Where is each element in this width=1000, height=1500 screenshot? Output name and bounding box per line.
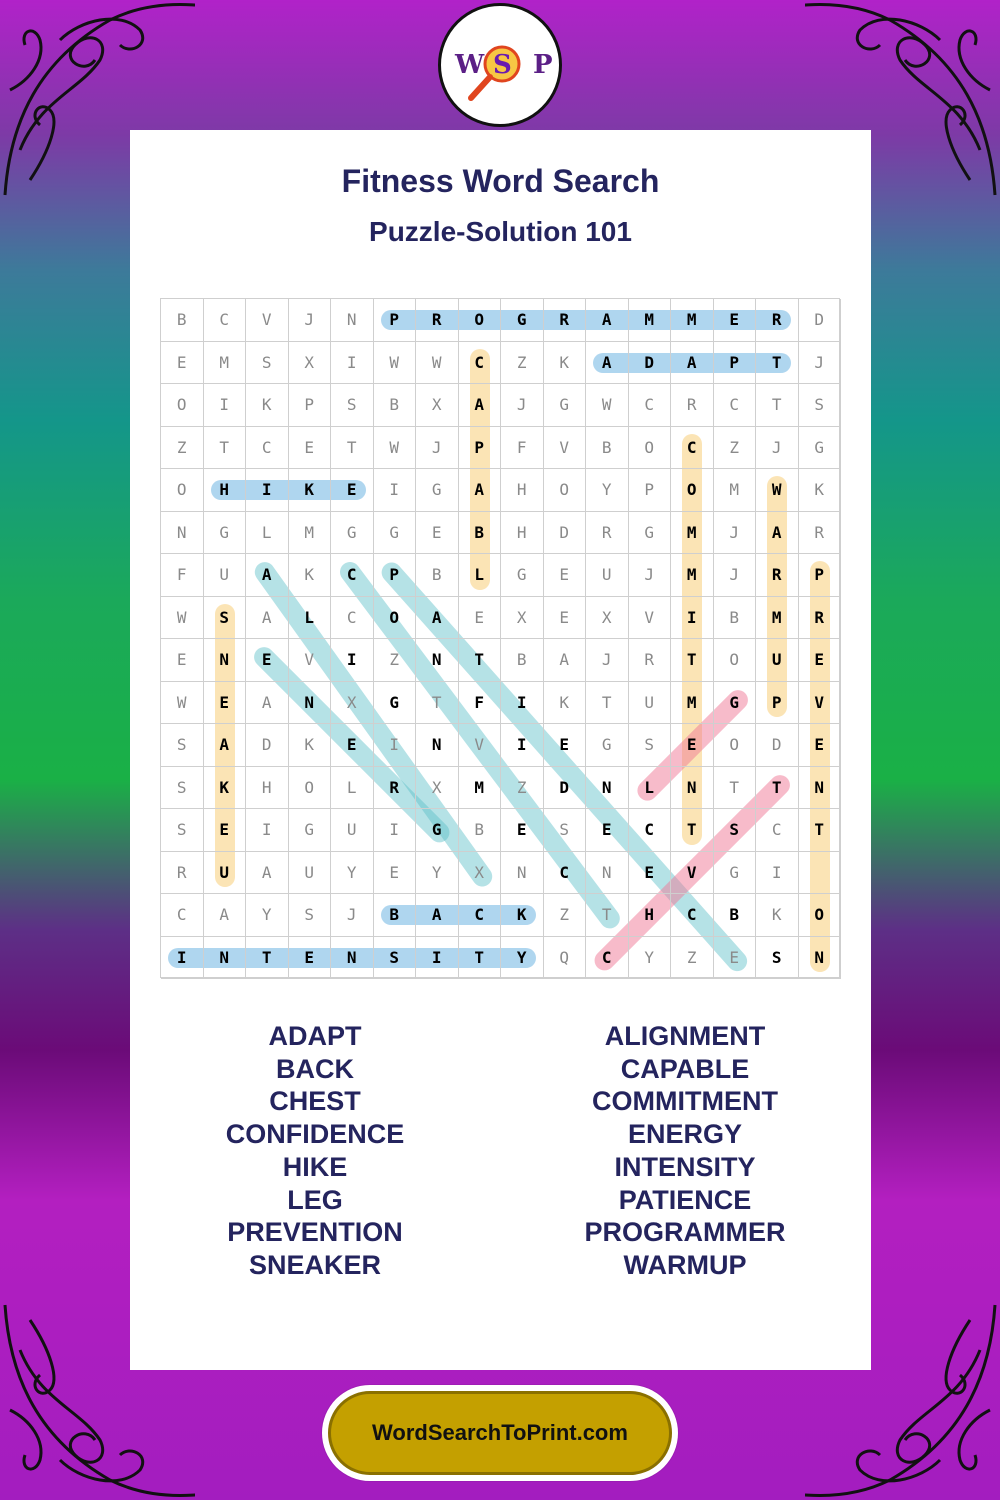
- grid-cell[interactable]: R: [161, 852, 204, 895]
- grid-cell[interactable]: W: [374, 342, 417, 385]
- grid-cell[interactable]: N: [331, 299, 374, 342]
- grid-cell[interactable]: T: [756, 767, 799, 810]
- grid-cell[interactable]: C: [714, 384, 757, 427]
- grid-cell[interactable]: E: [799, 724, 842, 767]
- grid-cell[interactable]: H: [246, 767, 289, 810]
- grid-cell[interactable]: N: [204, 937, 247, 980]
- grid-cell[interactable]: G: [714, 852, 757, 895]
- grid-cell[interactable]: T: [416, 682, 459, 725]
- grid-cell[interactable]: A: [246, 554, 289, 597]
- grid-cell[interactable]: R: [799, 512, 842, 555]
- grid-cell[interactable]: O: [459, 299, 502, 342]
- grid-cell[interactable]: C: [331, 597, 374, 640]
- grid-cell[interactable]: T: [756, 342, 799, 385]
- word-item: CHEST: [269, 1086, 361, 1117]
- grid-cell[interactable]: A: [544, 639, 587, 682]
- grid-cell[interactable]: C: [204, 299, 247, 342]
- grid-cell[interactable]: C: [629, 809, 672, 852]
- grid-cell[interactable]: J: [756, 427, 799, 470]
- grid-cell[interactable]: O: [544, 469, 587, 512]
- grid-cell[interactable]: O: [799, 894, 842, 937]
- grid-cell[interactable]: W: [161, 682, 204, 725]
- grid-cell[interactable]: E: [161, 639, 204, 682]
- grid-cell[interactable]: I: [246, 809, 289, 852]
- grid-cell[interactable]: S: [161, 767, 204, 810]
- word-item: PREVENTION: [227, 1217, 403, 1248]
- grid-cell[interactable]: S: [289, 894, 332, 937]
- grid-cell[interactable]: Q: [544, 937, 587, 980]
- grid-cell[interactable]: D: [799, 299, 842, 342]
- grid-cell[interactable]: C: [459, 894, 502, 937]
- grid-cell[interactable]: M: [714, 469, 757, 512]
- grid-cell[interactable]: E: [416, 512, 459, 555]
- grid-cell[interactable]: O: [161, 469, 204, 512]
- grid-cell[interactable]: B: [714, 894, 757, 937]
- grid-cell[interactable]: G: [501, 554, 544, 597]
- grid-cell[interactable]: C: [161, 894, 204, 937]
- grid-cell[interactable]: A: [246, 682, 289, 725]
- grid-cell[interactable]: B: [714, 597, 757, 640]
- grid-cell[interactable]: M: [459, 767, 502, 810]
- grid-cell[interactable]: E: [799, 639, 842, 682]
- grid-cell[interactable]: C: [459, 342, 502, 385]
- grid-cell[interactable]: Y: [331, 852, 374, 895]
- grid-cell[interactable]: S: [544, 809, 587, 852]
- page-subtitle: Puzzle-Solution 101: [369, 216, 632, 247]
- grid-cell[interactable]: C: [544, 852, 587, 895]
- grid-cell[interactable]: A: [459, 384, 502, 427]
- grid-cell[interactable]: I: [416, 937, 459, 980]
- grid-cell[interactable]: S: [161, 724, 204, 767]
- grid-cell[interactable]: M: [289, 512, 332, 555]
- grid-cell[interactable]: E: [161, 342, 204, 385]
- grid-cell[interactable]: H: [501, 469, 544, 512]
- grid-cell[interactable]: L: [289, 597, 332, 640]
- grid-cell[interactable]: D: [544, 512, 587, 555]
- grid-cell[interactable]: V: [246, 299, 289, 342]
- grid-cell[interactable]: I: [374, 809, 417, 852]
- grid-cell[interactable]: N: [501, 852, 544, 895]
- grid-cell[interactable]: B: [161, 299, 204, 342]
- grid-cell[interactable]: M: [671, 554, 714, 597]
- grid-cell[interactable]: R: [756, 554, 799, 597]
- grid-cell[interactable]: N: [416, 639, 459, 682]
- grid-cell[interactable]: T: [586, 894, 629, 937]
- grid-cell[interactable]: B: [416, 554, 459, 597]
- grid-cell[interactable]: S: [204, 597, 247, 640]
- grid-cell[interactable]: C: [629, 384, 672, 427]
- grid-cell[interactable]: A: [416, 597, 459, 640]
- word-list-left: [130, 1020, 500, 1282]
- word-list-right: [500, 1020, 870, 1282]
- grid-cell[interactable]: S: [331, 384, 374, 427]
- grid-cell[interactable]: E: [544, 597, 587, 640]
- grid-cell[interactable]: P: [289, 384, 332, 427]
- grid-cell[interactable]: T: [459, 639, 502, 682]
- grid-cell[interactable]: A: [204, 724, 247, 767]
- grid-cell[interactable]: Z: [501, 767, 544, 810]
- grid-cell[interactable]: C: [671, 427, 714, 470]
- grid-cell[interactable]: S: [799, 384, 842, 427]
- grid-cell[interactable]: Y: [246, 894, 289, 937]
- grid-cell[interactable]: N: [289, 682, 332, 725]
- grid-cell[interactable]: A: [204, 894, 247, 937]
- grid-cell[interactable]: G: [374, 512, 417, 555]
- grid-cell[interactable]: T: [671, 639, 714, 682]
- grid-cell[interactable]: X: [416, 767, 459, 810]
- grid-cell[interactable]: M: [756, 597, 799, 640]
- grid-cell[interactable]: N: [586, 767, 629, 810]
- grid-cell[interactable]: G: [501, 299, 544, 342]
- grid-cell[interactable]: K: [289, 724, 332, 767]
- grid-cell[interactable]: G: [331, 512, 374, 555]
- grid-cell[interactable]: R: [671, 384, 714, 427]
- grid-cell[interactable]: C: [586, 937, 629, 980]
- grid-cell[interactable]: F: [501, 427, 544, 470]
- grid-cell[interactable]: H: [204, 469, 247, 512]
- grid-cell[interactable]: W: [756, 469, 799, 512]
- grid-cell[interactable]: E: [501, 809, 544, 852]
- grid-cell[interactable]: N: [204, 639, 247, 682]
- grid-cell[interactable]: K: [204, 767, 247, 810]
- grid-cell[interactable]: S: [714, 809, 757, 852]
- grid-cell[interactable]: B: [459, 809, 502, 852]
- grid-cell[interactable]: E: [544, 724, 587, 767]
- grid-cell[interactable]: C: [331, 554, 374, 597]
- grid-cell[interactable]: D: [756, 724, 799, 767]
- grid-cell[interactable]: E: [204, 682, 247, 725]
- grid-cell[interactable]: B: [374, 384, 417, 427]
- grid-cell[interactable]: C: [671, 894, 714, 937]
- word-item: CAPABLE: [620, 1053, 750, 1084]
- grid-cell[interactable]: V: [544, 427, 587, 470]
- grid-cell[interactable]: O: [714, 724, 757, 767]
- grid-cell[interactable]: A: [671, 342, 714, 385]
- grid-cell[interactable]: P: [629, 469, 672, 512]
- grid-cell[interactable]: K: [289, 554, 332, 597]
- grid-cell[interactable]: B: [501, 639, 544, 682]
- grid-cell[interactable]: L: [331, 767, 374, 810]
- site-badge[interactable]: [322, 1385, 678, 1481]
- grid-cell[interactable]: J: [501, 384, 544, 427]
- grid-cell[interactable]: N: [416, 724, 459, 767]
- grid-cell[interactable]: A: [416, 894, 459, 937]
- letter-grid: [160, 298, 840, 978]
- puzzle-card: [130, 130, 871, 1370]
- grid-cell[interactable]: U: [204, 554, 247, 597]
- grid-cell[interactable]: X: [416, 384, 459, 427]
- grid-cell[interactable]: E: [544, 554, 587, 597]
- grid-cell[interactable]: G: [544, 384, 587, 427]
- grid-cell[interactable]: E: [586, 809, 629, 852]
- grid-cell[interactable]: G: [586, 724, 629, 767]
- grid-cell[interactable]: T: [459, 937, 502, 980]
- grid-cell[interactable]: G: [799, 427, 842, 470]
- grid-cell[interactable]: E: [714, 299, 757, 342]
- grid-cell[interactable]: Z: [374, 639, 417, 682]
- grid-cell[interactable]: S: [756, 937, 799, 980]
- grid-cell[interactable]: M: [204, 342, 247, 385]
- grid-cell[interactable]: U: [204, 852, 247, 895]
- grid-cell[interactable]: N: [161, 512, 204, 555]
- grid-cell[interactable]: V: [799, 682, 842, 725]
- grid-cell[interactable]: Z: [161, 427, 204, 470]
- word-item: HIKE: [282, 1151, 348, 1182]
- grid-cell[interactable]: N: [799, 767, 842, 810]
- grid-cell[interactable]: S: [629, 724, 672, 767]
- grid-cell[interactable]: G: [629, 512, 672, 555]
- grid-cell[interactable]: I: [501, 724, 544, 767]
- grid-cell[interactable]: I: [374, 469, 417, 512]
- logo-letter-s: S: [493, 50, 512, 80]
- grid-cell[interactable]: I: [331, 639, 374, 682]
- grid-cell[interactable]: Z: [544, 894, 587, 937]
- logo-letter-p: P: [533, 50, 553, 80]
- grid-cell[interactable]: N: [799, 937, 842, 980]
- grid-cell[interactable]: [799, 852, 842, 895]
- grid-cell[interactable]: U: [629, 682, 672, 725]
- word-item: SNEAKER: [248, 1249, 382, 1280]
- grid-cell[interactable]: Z: [714, 427, 757, 470]
- grid-cell[interactable]: S: [161, 809, 204, 852]
- grid-cell[interactable]: O: [289, 767, 332, 810]
- word-item: ADAPT: [268, 1021, 362, 1051]
- grid-cell[interactable]: R: [629, 639, 672, 682]
- grid-cell[interactable]: L: [246, 512, 289, 555]
- grid-cell[interactable]: Y: [629, 937, 672, 980]
- grid-cell[interactable]: P: [374, 299, 417, 342]
- word-item: PATIENCE: [618, 1184, 752, 1215]
- grid-cell[interactable]: B: [586, 427, 629, 470]
- grid-cell[interactable]: K: [289, 469, 332, 512]
- grid-cell[interactable]: L: [629, 767, 672, 810]
- word-item: ALIGNMENT: [604, 1021, 766, 1051]
- grid-cell[interactable]: Z: [671, 937, 714, 980]
- grid-cell[interactable]: I: [756, 852, 799, 895]
- word-item: INTENSITY: [614, 1151, 756, 1182]
- grid-cell[interactable]: E: [374, 852, 417, 895]
- grid-cell[interactable]: R: [544, 299, 587, 342]
- grid-cell[interactable]: E: [246, 639, 289, 682]
- grid-cell[interactable]: M: [629, 299, 672, 342]
- grid-cell[interactable]: T: [799, 809, 842, 852]
- grid-cell[interactable]: J: [714, 512, 757, 555]
- grid-cell[interactable]: K: [246, 384, 289, 427]
- grid-cell[interactable]: W: [586, 384, 629, 427]
- grid-cell[interactable]: C: [246, 427, 289, 470]
- grid-cell[interactable]: O: [161, 384, 204, 427]
- grid-cell[interactable]: U: [289, 852, 332, 895]
- grid-cell[interactable]: E: [289, 937, 332, 980]
- grid-cell[interactable]: O: [671, 469, 714, 512]
- grid-cell[interactable]: T: [714, 767, 757, 810]
- grid-cell[interactable]: I: [204, 384, 247, 427]
- grid-cell[interactable]: X: [501, 597, 544, 640]
- grid-cell[interactable]: A: [246, 852, 289, 895]
- grid-cell[interactable]: D: [544, 767, 587, 810]
- grid-cell[interactable]: J: [629, 554, 672, 597]
- grid-cell[interactable]: T: [331, 427, 374, 470]
- grid-cell[interactable]: J: [331, 894, 374, 937]
- wsp-logo[interactable]: [438, 3, 562, 127]
- grid-cell[interactable]: T: [204, 427, 247, 470]
- grid-cell[interactable]: B: [374, 894, 417, 937]
- logo-letter-w: W: [455, 50, 485, 80]
- grid-cell[interactable]: Z: [501, 342, 544, 385]
- grid-cell[interactable]: W: [161, 597, 204, 640]
- grid-cell[interactable]: C: [756, 809, 799, 852]
- grid-cell[interactable]: F: [459, 682, 502, 725]
- grid-cell[interactable]: N: [586, 852, 629, 895]
- grid-cell[interactable]: S: [374, 937, 417, 980]
- grid-cell[interactable]: P: [459, 427, 502, 470]
- grid-cell[interactable]: A: [246, 597, 289, 640]
- word-item: ENERGY: [627, 1119, 743, 1150]
- word-item: CONFIDENCE: [225, 1119, 405, 1150]
- grid-cell[interactable]: X: [586, 597, 629, 640]
- grid-cell[interactable]: A: [586, 299, 629, 342]
- grid-cell[interactable]: U: [586, 554, 629, 597]
- word-item: BACK: [276, 1053, 354, 1084]
- grid-cell[interactable]: P: [374, 554, 417, 597]
- grid-cell[interactable]: J: [289, 299, 332, 342]
- grid-cell[interactable]: T: [246, 937, 289, 980]
- grid-cell[interactable]: A: [459, 469, 502, 512]
- grid-cell[interactable]: H: [629, 894, 672, 937]
- grid-cell[interactable]: Y: [416, 852, 459, 895]
- grid-cell[interactable]: I: [246, 469, 289, 512]
- grid-cell[interactable]: R: [416, 299, 459, 342]
- grid-cell[interactable]: P: [799, 554, 842, 597]
- grid-cell[interactable]: G: [416, 469, 459, 512]
- grid-cell[interactable]: E: [629, 852, 672, 895]
- grid-cell[interactable]: K: [756, 894, 799, 937]
- grid-cell[interactable]: G: [416, 809, 459, 852]
- grid-cell[interactable]: M: [671, 299, 714, 342]
- grid-cell[interactable]: R: [586, 512, 629, 555]
- grid-cell[interactable]: G: [714, 682, 757, 725]
- grid-cell[interactable]: G: [289, 809, 332, 852]
- grid-cell[interactable]: P: [756, 682, 799, 725]
- grid-cell[interactable]: X: [331, 682, 374, 725]
- grid-cell[interactable]: A: [756, 512, 799, 555]
- grid-cell[interactable]: E: [289, 427, 332, 470]
- grid-cell[interactable]: E: [204, 809, 247, 852]
- grid-cell[interactable]: K: [501, 894, 544, 937]
- grid-cell[interactable]: I: [161, 937, 204, 980]
- grid-cell[interactable]: Y: [586, 469, 629, 512]
- grid-cell[interactable]: J: [416, 427, 459, 470]
- grid-cell[interactable]: T: [586, 682, 629, 725]
- grid-cell[interactable]: E: [331, 724, 374, 767]
- grid-cell[interactable]: G: [374, 682, 417, 725]
- grid-cell[interactable]: I: [331, 342, 374, 385]
- grid-cell[interactable]: O: [714, 639, 757, 682]
- grid-cell[interactable]: E: [714, 937, 757, 980]
- site-link[interactable]: WordSearchToPrint.com: [328, 1391, 672, 1475]
- grid-cell[interactable]: D: [629, 342, 672, 385]
- grid-cell[interactable]: O: [374, 597, 417, 640]
- grid-cell[interactable]: N: [671, 767, 714, 810]
- grid-cell[interactable]: I: [671, 597, 714, 640]
- grid-cell[interactable]: K: [544, 682, 587, 725]
- grid-cell[interactable]: I: [501, 682, 544, 725]
- grid-cell[interactable]: Y: [501, 937, 544, 980]
- grid-cell[interactable]: R: [756, 299, 799, 342]
- grid-cell[interactable]: R: [374, 767, 417, 810]
- grid-cell[interactable]: V: [671, 852, 714, 895]
- grid-cell[interactable]: V: [629, 597, 672, 640]
- grid-cell[interactable]: M: [671, 512, 714, 555]
- grid-cell[interactable]: E: [459, 597, 502, 640]
- grid-cell[interactable]: V: [289, 639, 332, 682]
- grid-cell[interactable]: W: [416, 342, 459, 385]
- grid-cell[interactable]: T: [756, 384, 799, 427]
- grid-cell[interactable]: I: [374, 724, 417, 767]
- grid-cell[interactable]: K: [799, 469, 842, 512]
- grid-cell[interactable]: W: [374, 427, 417, 470]
- grid-cell[interactable]: J: [799, 342, 842, 385]
- grid-cell[interactable]: N: [331, 937, 374, 980]
- grid-cell[interactable]: J: [714, 554, 757, 597]
- grid-cell[interactable]: O: [629, 427, 672, 470]
- grid-cell[interactable]: U: [756, 639, 799, 682]
- page-title: Fitness Word Search: [341, 163, 660, 199]
- word-item: PROGRAMMER: [584, 1217, 786, 1248]
- grid-cell[interactable]: G: [204, 512, 247, 555]
- grid-cell[interactable]: L: [459, 554, 502, 597]
- grid-cell[interactable]: D: [246, 724, 289, 767]
- word-item: WARMUP: [623, 1249, 747, 1280]
- grid-cell[interactable]: K: [544, 342, 587, 385]
- grid-cell[interactable]: B: [459, 512, 502, 555]
- grid-cell[interactable]: X: [459, 852, 502, 895]
- grid-cell[interactable]: V: [459, 724, 502, 767]
- grid-cell[interactable]: S: [246, 342, 289, 385]
- grid-cell[interactable]: H: [501, 512, 544, 555]
- grid-cell[interactable]: X: [289, 342, 332, 385]
- grid-cell[interactable]: M: [671, 682, 714, 725]
- word-item: LEG: [287, 1184, 343, 1215]
- grid-cell[interactable]: J: [586, 639, 629, 682]
- grid-cell[interactable]: F: [161, 554, 204, 597]
- word-item: COMMITMENT: [592, 1086, 778, 1117]
- grid-cell[interactable]: R: [799, 597, 842, 640]
- grid-cell[interactable]: E: [331, 469, 374, 512]
- grid-cell[interactable]: T: [671, 809, 714, 852]
- grid-cell[interactable]: U: [331, 809, 374, 852]
- grid-cell[interactable]: P: [714, 342, 757, 385]
- grid-cell[interactable]: A: [586, 342, 629, 385]
- grid-cell[interactable]: E: [671, 724, 714, 767]
